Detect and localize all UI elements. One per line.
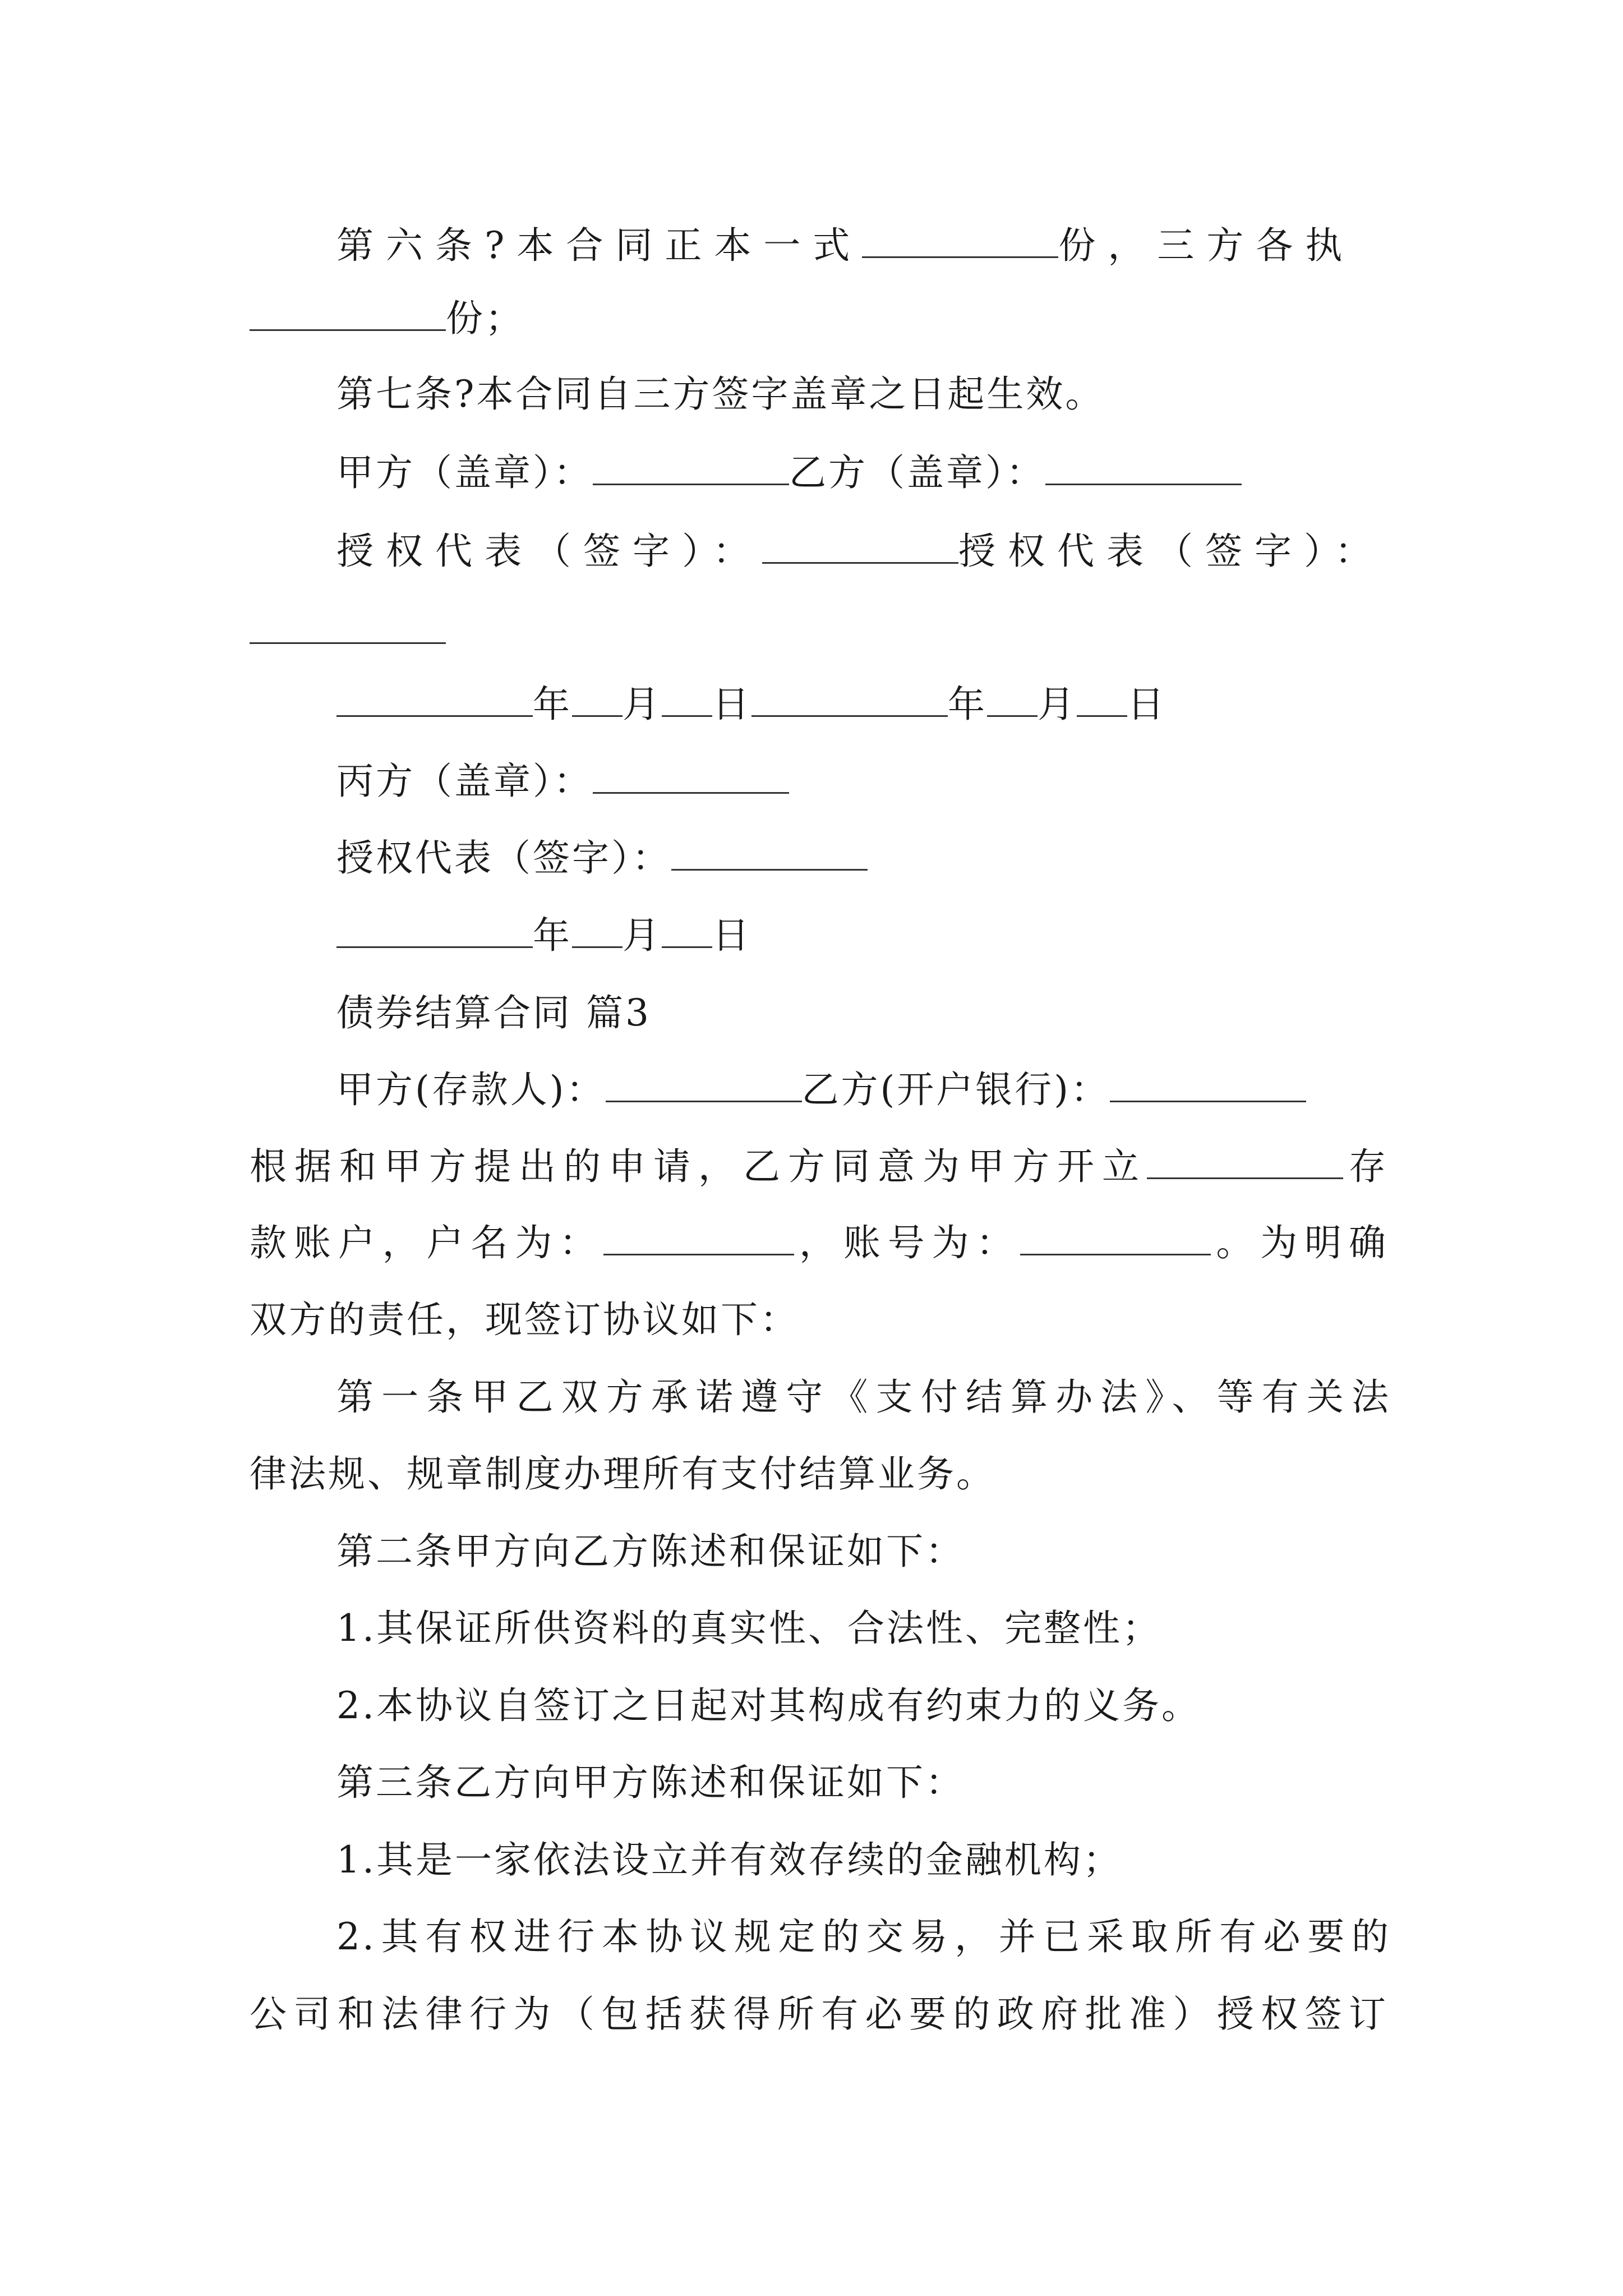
parties-line — [336, 1063, 1391, 1117]
depositor-blank[interactable] — [606, 1066, 802, 1102]
party-a-rep-blank[interactable] — [762, 527, 958, 564]
party-c-month-blank[interactable] — [572, 912, 623, 948]
depositor-label: 甲方(存款人)： — [336, 1068, 606, 1111]
article-6-mid-text: 份，三方各执 — [1058, 224, 1355, 267]
month-label: 月 — [1038, 683, 1077, 726]
party-b-seal-label: 乙方（盖章）： — [789, 451, 1045, 494]
party-a-rep-label: 授权代表（签字）： — [336, 530, 762, 573]
date-line-c — [336, 909, 1391, 963]
party-b-rep-blank[interactable] — [250, 603, 446, 644]
intro-text: 款账户，户名为： — [250, 1221, 604, 1264]
representatives-line — [336, 524, 1391, 578]
party-c-rep-line — [336, 831, 1391, 885]
intro-line-3: 双方的责任，现签订协议如下： — [250, 1298, 799, 1341]
party-b-rep-label: 授权代表（签字）： — [958, 530, 1384, 573]
party-a-seal-label: 甲方（盖章）： — [336, 451, 593, 494]
party-c-year-blank[interactable] — [336, 912, 533, 948]
copies-total-blank[interactable] — [862, 222, 1058, 258]
year-label: 年 — [948, 683, 987, 726]
party-c-rep-blank[interactable] — [671, 834, 868, 871]
party-c-seal-line — [336, 754, 1391, 808]
day-label: 日 — [712, 914, 751, 957]
article-6-line-2 — [250, 292, 1388, 346]
intro-line-1 — [250, 1140, 1388, 1194]
copies-each-blank[interactable] — [250, 295, 446, 331]
article-6-tail-text: 份； — [446, 297, 524, 340]
article-3-item-2-line-2: 公司和法律行为（包括获得所有必要的政府批准）授权签订 — [250, 1993, 1388, 2036]
bank-label: 乙方(开户银行)： — [801, 1068, 1110, 1111]
party-a-month-blank[interactable] — [572, 680, 623, 717]
account-type-blank[interactable] — [1147, 1143, 1343, 1179]
article-7: 第七条?本合同自三方签字盖章之日起生效。 — [336, 372, 1105, 416]
intro-text: 存 — [1343, 1145, 1388, 1188]
article-6-line-1 — [336, 219, 1391, 273]
intro-text: 。为明确 — [1211, 1221, 1389, 1264]
article-2-title: 第二条甲方向乙方陈述和保证如下： — [336, 1530, 965, 1573]
year-label: 年 — [533, 683, 572, 726]
party-c-seal-blank[interactable] — [593, 757, 789, 794]
party-c-rep-label: 授权代表（签字）： — [336, 836, 671, 880]
intro-line-2 — [250, 1216, 1388, 1270]
article-2-item-1: 1.其保证所供资料的真实性、合法性、完整性； — [336, 1607, 1161, 1650]
day-label: 日 — [712, 683, 751, 726]
party-b-month-blank[interactable] — [987, 680, 1038, 717]
party-c-seal-label: 丙方（盖章）： — [336, 760, 593, 803]
article-3-item-1: 1.其是一家依法设立并有效存续的金融机构； — [336, 1838, 1122, 1881]
party-a-seal-blank[interactable] — [593, 449, 789, 485]
article-6-text: 第六条?本合同正本一式 — [336, 224, 863, 267]
party-b-year-blank[interactable] — [751, 680, 948, 717]
intro-text: ，账号为： — [794, 1221, 1021, 1264]
party-a-year-blank[interactable] — [336, 680, 533, 717]
bank-blank[interactable] — [1110, 1066, 1306, 1102]
party-a-day-blank[interactable] — [662, 680, 712, 717]
account-number-blank[interactable] — [1020, 1219, 1211, 1255]
party-a-b-seal-line — [336, 446, 1391, 500]
article-3-item-2-line-1: 2.其有权进行本协议规定的交易，并已采取所有必要的 — [336, 1915, 1391, 1958]
day-label: 日 — [1127, 683, 1166, 726]
article-1-line-2: 律法规、规章制度办理所有支付结算业务。 — [250, 1452, 995, 1496]
article-1-line-1: 第一条甲乙双方承诺遵守《支付结算办法》、等有关法 — [336, 1375, 1391, 1419]
year-label: 年 — [533, 914, 572, 957]
month-label: 月 — [623, 914, 662, 957]
month-label: 月 — [623, 683, 662, 726]
party-c-day-blank[interactable] — [662, 912, 712, 948]
section-heading: 债券结算合同 篇3 — [336, 991, 651, 1034]
article-2-item-2: 2.本协议自签订之日起对其构成有约束力的义务。 — [336, 1684, 1201, 1727]
party-b-seal-blank[interactable] — [1045, 449, 1242, 485]
date-line-ab — [336, 678, 1391, 731]
account-name-blank[interactable] — [603, 1219, 794, 1255]
party-b-day-blank[interactable] — [1077, 680, 1127, 717]
article-3-title: 第三条乙方向甲方陈述和保证如下： — [336, 1761, 965, 1804]
intro-text: 根据和甲方提出的申请，乙方同意为甲方开立 — [250, 1145, 1147, 1188]
